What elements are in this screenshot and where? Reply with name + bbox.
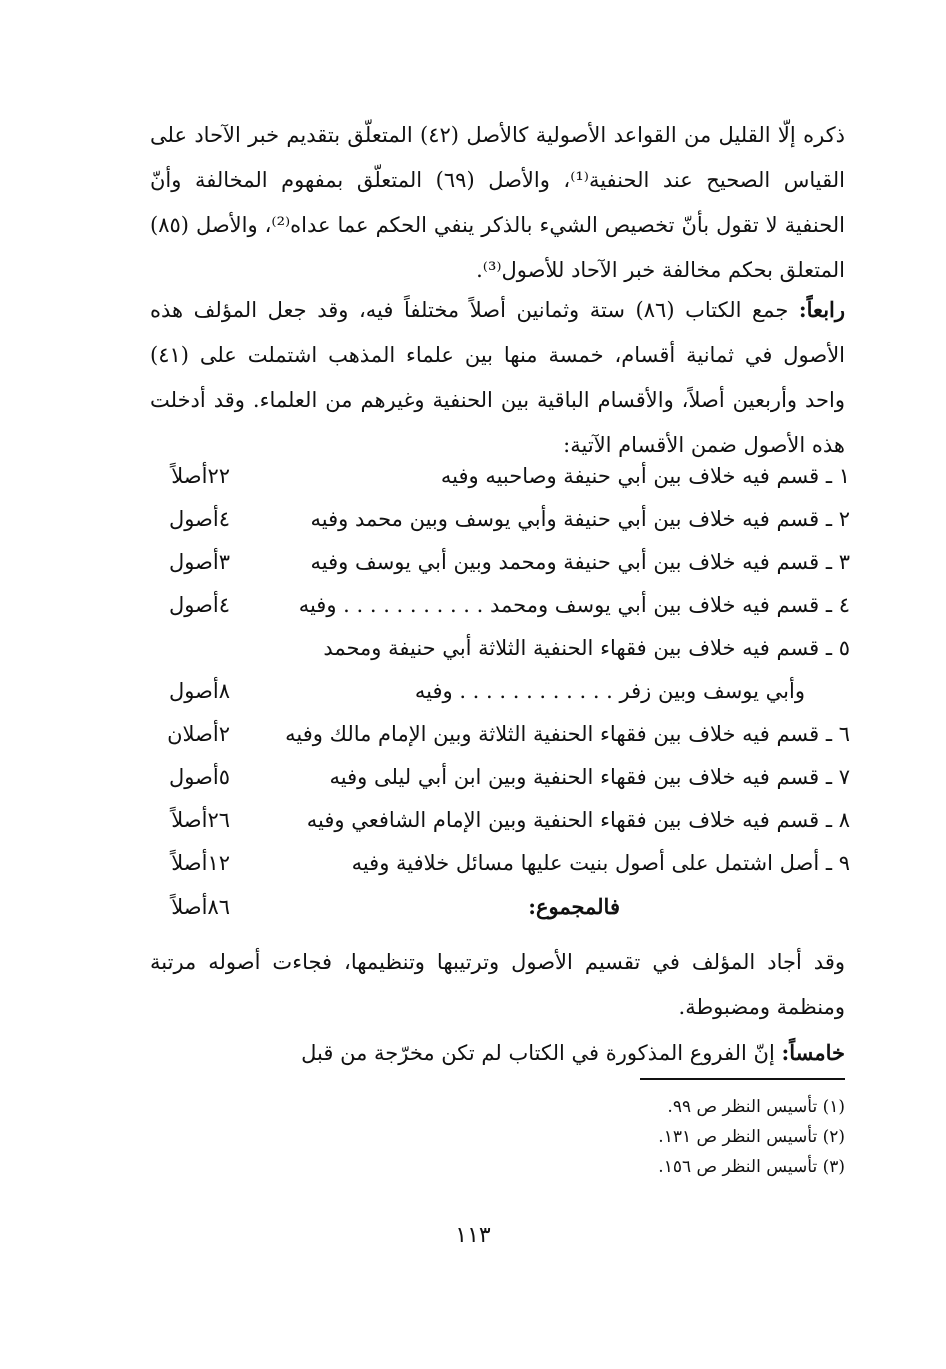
list-item-count: ٣أصول (168, 550, 230, 574)
list-item-count: ٨أصول (168, 679, 230, 703)
list-item-count: ٢٢أصلاً (171, 464, 230, 488)
footnote: (٢) تأسيس النظر ص ١٣١. (658, 1127, 845, 1147)
list-item (150, 808, 850, 851)
list-item-text: ١ ـ قسم فيه خلاف بين أبي حنيفة وصاحبيه وفيه (440, 464, 850, 488)
list-item-text: ٨ ـ قسم فيه خلاف بين فقهاء الحنفية وبين الإمام الشافعي وفيه (306, 808, 850, 832)
list-item-text: ٦ ـ قسم فيه خلاف بين فقهاء الحنفية الثلاثة وبين الإمام مالك وفيه (285, 722, 850, 746)
list-item-text: ٤ ـ قسم فيه خلاف بين أبي يوسف ومحمد . . . . . . . . . . . وفيه (298, 593, 850, 617)
list-item (150, 464, 850, 507)
paragraph-fifth-body: إنّ الفروع المذكورة في الكتاب لم تكن مخرّجة من قبل (301, 1041, 782, 1065)
list-item (150, 765, 850, 808)
list-item-text: ٧ ـ قسم فيه خلاف بين فقهاء الحنفية وبين ابن أبي ليلى وفيه (329, 765, 850, 789)
list-item (150, 507, 850, 550)
list-item-text: وأبي يوسف وبين زفر . . . . . . . . . . . . وفيه (414, 679, 805, 703)
list-item (150, 593, 850, 636)
list-item-text: ٢ ـ قسم فيه خلاف بين أبي حنيفة وأبي يوسف وبين محمد وفيه (310, 507, 850, 531)
footnote-divider (640, 1078, 845, 1080)
paragraph-assessment: وقد أجاد المؤلف في تقسيم الأصول وترتيبها وتنظيمها، فجاءت أصوله مرتبة ومنظمة ومضبوطة. (150, 950, 845, 1019)
list-item-count: ٢أصلان (167, 722, 230, 746)
footnotes (560, 1092, 845, 1182)
list-item-count: ٥أصول (168, 765, 230, 789)
list-item-count: ٤أصول (168, 507, 230, 531)
page-number: ١١٣ (455, 1223, 491, 1248)
list-item (150, 550, 850, 593)
total-count: ٨٦أصلاً (171, 895, 230, 919)
paragraph-intro: ذكره إلّا القليل من القواعد الأصولية كالأصل (٤٢) المتعلّق بتقديم خبر الآحاد على القياس الصحيح عند الحنفية⁽¹⁾، والأصل (٦٩) المتعلّق بمفهوم المخالفة وأنّ الحنفية لا تقول بأنّ تخصيص الشيء بالذكر ينفي الحكم عما عداه⁽²⁾، والأصل (٨٥) المتعلق بحكم مخالفة خبر الآحاد للأصول⁽³⁾. (150, 123, 846, 282)
paragraph-fourth-lead: رابعاً: (798, 297, 846, 322)
paragraph-fourth (150, 287, 845, 468)
list-item (150, 679, 850, 722)
list-item (150, 722, 850, 765)
list-item (150, 636, 850, 679)
paragraph-fourth-body: جمع الكتاب (٨٦) ستة وثمانين أصلاً مختلفاً فيه، وقد جعل المؤلف هذه الأصول في ثمانية أقسام، خمسة منها بين علماء المذهب اشتملت على (٤١) واحد وأربعين أصلاً، والأقسام الباقية بين الحنفية وغيرهم من العلماء. وقد أدخلت هذه الأصول ضمن الأقسام الآتية: (150, 298, 845, 457)
list-total (150, 894, 850, 937)
paragraph-fifth (150, 1030, 845, 1076)
list-item-text: ٣ ـ قسم فيه خلاف بين أبي حنيفة ومحمد وبين أبي يوسف وفيه (310, 550, 850, 574)
list-item-text: ٥ ـ قسم فيه خلاف بين فقهاء الحنفية الثلاثة أبي حنيفة ومحمد (323, 636, 850, 660)
list-item (150, 851, 850, 894)
list-item-count: ٢٦أصلاً (171, 808, 230, 832)
footnote: (١) تأسيس النظر ص ٩٩. (667, 1097, 845, 1117)
footnote: (٣) تأسيس النظر ص ١٥٦. (658, 1157, 845, 1177)
sections-list (150, 464, 850, 937)
total-label: فالمجموع: (528, 894, 620, 919)
list-item-count: ٤أصول (168, 593, 230, 617)
list-item-count: ١٢أصلاً (171, 851, 230, 875)
list-item-text: ٩ ـ أصل اشتمل على أصول بنيت عليها مسائل خلافية وفيه (351, 851, 850, 875)
paragraph-fifth-lead: خامساً: (781, 1040, 845, 1065)
